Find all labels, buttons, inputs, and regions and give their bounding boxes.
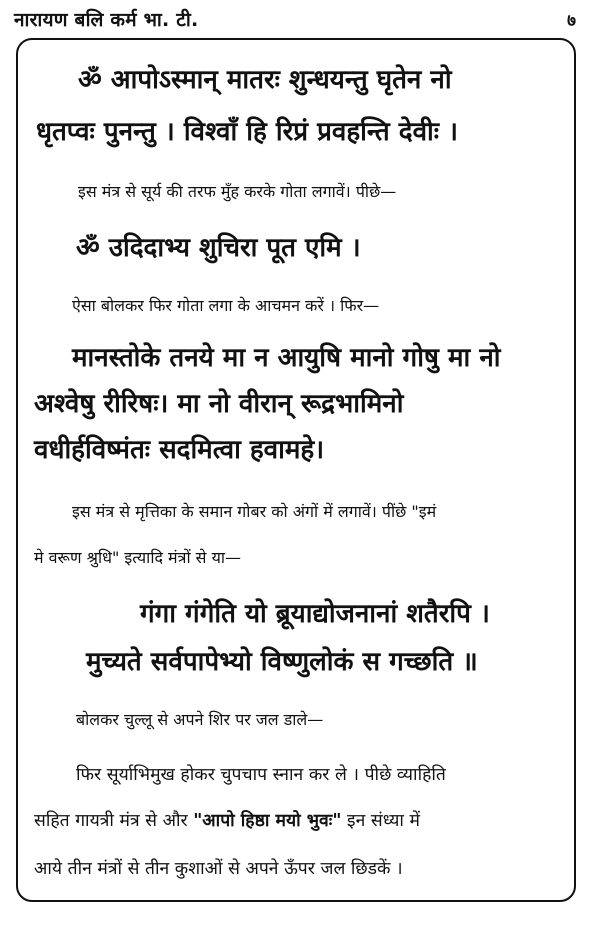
verse3-line2: अश्वेषु रीरिषः। मा नो वीरान् रूद्रभामिनो (34, 389, 404, 419)
paragraph-line2-text-a: सहित गायत्री मंत्र से और (34, 811, 194, 831)
verse4-line1: गंगा गंगेति यो ब्रूयाद्योजनानां शतैरपि । (140, 599, 490, 629)
verse3-line3: वधीर्हविष्मंतः सदमित्वा हवामहे। (34, 435, 325, 465)
page-number: ७ (567, 11, 576, 31)
mantra-quote: "आपो हिष्ठा मयो भुवः" (193, 811, 342, 831)
instruction-4: बोलकर चुल्लू से अपने शिर पर जल डाले— (76, 710, 324, 729)
paragraph-line3: आये तीन मंत्रों से तीन कुशाओं से अपने ऊँपर जल छिडकें । (34, 859, 403, 879)
instruction-3-line1: इस मंत्र से मृत्तिका के समान गोबर को अंगों में लगावें। पींछे "इमं (72, 502, 437, 521)
verse4-line2: मुच्यते सर्वपापेभ्यो विष्णुलोकं स गच्छति ॥ (86, 647, 478, 677)
paragraph-line2-text-b: इन संध्या में (341, 811, 420, 831)
verse2: ॐ उदिदाभ्य शुचिरा पूत एमि । (76, 233, 361, 263)
page-header-title: नारायण बलि कर्म भा. टी. (14, 9, 199, 31)
verse1-line2: धृतप्वः पुनन्तु । विश्वाँ हि रिप्रं प्रवहन्ति देवीः । (36, 117, 458, 147)
instruction-3-line2: मे वरूण श्रुधि" इत्यादि मंत्रों से या— (34, 548, 241, 567)
paragraph-line2 (34, 808, 420, 832)
running-head (14, 6, 586, 36)
instruction-1: इस मंत्र से सूर्य की तरफ मुँह करके गोता लगावें। पीछे— (78, 182, 397, 201)
instruction-2: ऐसा बोलकर फिर गोता लगा के आचमन करें । फिर— (72, 296, 380, 315)
verse3-line1: मानस्तोके तनये मा न आयुषि मानो गोषु मा नो (72, 343, 501, 373)
paragraph-line1: फिर सूर्याभिमुख होकर चुपचाप स्नान कर ले । पीछे व्याहिति (76, 765, 446, 785)
verse1-line1: ॐ आपोऽस्मान् मातरः शुन्धयन्तु घृतेन नो (78, 65, 452, 95)
